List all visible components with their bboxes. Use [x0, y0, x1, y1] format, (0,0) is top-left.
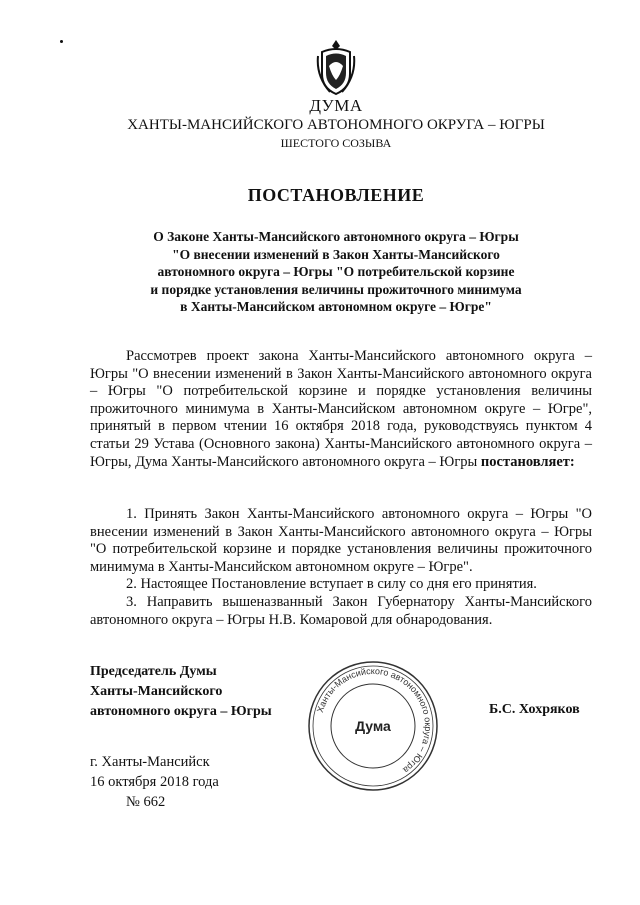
resolution-item-3: 3. Направить вышеназванный Закон Губернатору Ханты-Мансийского автономного округа – Югры Н.В. Комаровой для обнародования.	[90, 593, 592, 628]
resolution-items	[90, 506, 592, 629]
org-name: ДУМА	[309, 96, 363, 115]
scan-mark	[60, 40, 63, 43]
subject-line: "О внесении изменений в Закон Ханты-Мансийского	[172, 246, 500, 262]
resolution-item-2: 2. Настоящее Постановление вступает в силу со дня его принятия.	[126, 576, 537, 593]
signatory-title: Председатель Думы Ханты-Мансийского автономного округа – Югры	[90, 664, 272, 719]
subject-line: автономного округа – Югры "О потребительской корзине	[157, 264, 515, 279]
subject-line: О Законе Ханты-Мансийского автономного округа – Югры	[153, 229, 519, 244]
convocation: ШЕСТОГО СОЗЫВА	[280, 136, 392, 150]
signatory-name: Б.С. Хохряков	[489, 702, 580, 717]
document-header	[0, 96, 640, 152]
subject-line: в Ханты-Мансийском автономном округе – Югре"	[180, 299, 492, 314]
svg-text:Дума: Дума	[355, 718, 391, 734]
preamble	[90, 348, 592, 471]
place-and-date	[90, 752, 219, 812]
preamble-text: Рассмотрев проект закона Ханты-Мансийского автономного округа – Югры "О внесении изменений в Закон Ханты-Мансийского автономного округа – Югры "О потребительской корзине и порядке установления величины прожиточного минимума в Ханты-Мансийском автономном округе – Югре", принятый в первом чтении 16 октября 2018 года, руководствуясь пунктом 4 статьи 29 Устава (Основного закона) Ханты-Мансийского автономного округа – Югры, Дума Ханты-Мансийского автономного округа – Югры	[90, 348, 592, 470]
document-type: ПОСТАНОВЛЕНИЕ	[247, 185, 425, 205]
resolves-word: постановляет:	[480, 453, 575, 470]
svg-text:Ханты-Мансийского автономного: Ханты-Мансийского автономного округа – Югра	[314, 665, 434, 776]
coat-of-arms-icon	[316, 36, 356, 98]
resolution-item-1: 1. Принять Закон Ханты-Мансийского автономного округа – Югры "О внесении изменений в Закон Ханты-Мансийского автономного округа – Югры "О потребительской корзине и порядке установления величины прожиточного минимума в Ханты-Мансийском автономном округе – Югре".	[90, 506, 592, 575]
official-seal	[306, 659, 440, 793]
document-subject	[0, 228, 640, 316]
subject-line: и порядке установления величины прожиточного минимума	[150, 281, 522, 297]
date: 16 октября 2018 года	[90, 774, 219, 790]
city: г. Ханты-Мансийск	[90, 754, 210, 770]
document-number: № 662	[126, 794, 166, 810]
region-name: ХАНТЫ-МАНСИЙСКОГО АВТОНОМНОГО ОКРУГА – ЮГРЫ	[127, 117, 545, 133]
